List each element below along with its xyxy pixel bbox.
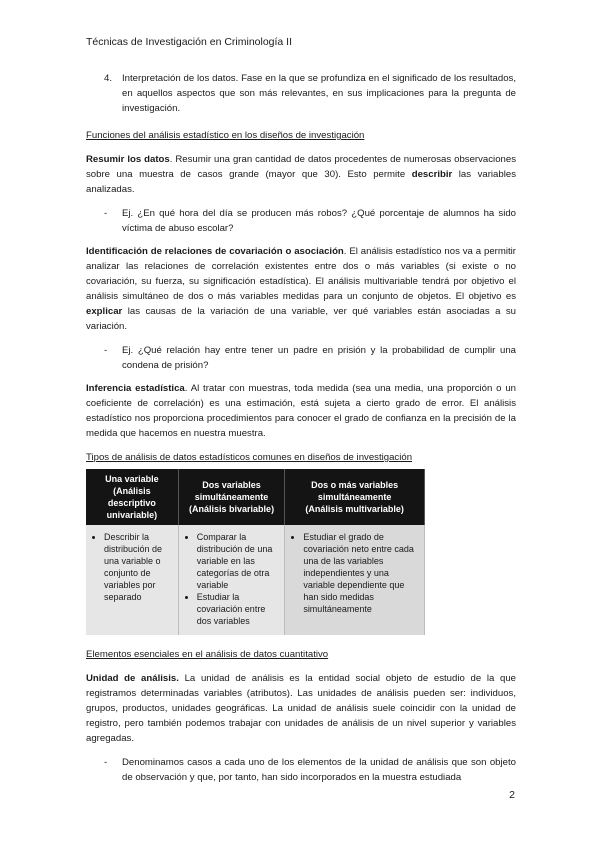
header-line: Una variable bbox=[105, 474, 159, 484]
analysis-types-table bbox=[86, 469, 425, 635]
list-item: • Describir la distribución de una variable o conjunto de variables por separado bbox=[104, 531, 172, 603]
header-line: (Análisis bivariable) bbox=[189, 504, 275, 514]
header-line: Dos o más variables simultáneamente bbox=[311, 480, 399, 502]
list-item: • Comparar la distribución de una variable en las categorías de otra variable bbox=[197, 531, 279, 591]
dash-bullet: - bbox=[104, 757, 108, 768]
item-text: Interpretación de los datos. Fase en la que se profundiza en el significado de los resultados, en aquellos aspectos que son más relevantes, en sus implicaciones para la pregunta de investigación. bbox=[122, 73, 516, 114]
bullet-text: Ej. ¿Qué relación hay entre tener un padre en prisión y la probabilidad de cumplir una condena de prisión? bbox=[122, 345, 516, 371]
bold-term: Inferencia estadística bbox=[86, 383, 185, 394]
bold-term: Resumir los datos bbox=[86, 154, 170, 165]
bullet-text: Denominamos casos a cada uno de los elementos de la unidad de análisis que son objeto de observación y que, por tanto, han sido incorporados en la muestra estudiada bbox=[122, 757, 516, 783]
page-header: Técnicas de Investigación en Criminología II bbox=[86, 36, 293, 48]
paragraph-identificacion bbox=[86, 244, 516, 334]
section-title-tipos: Tipos de análisis de datos estadísticos comunes en diseños de investigación bbox=[86, 452, 413, 463]
bold-term: Identificación de relaciones de covariación o asociación bbox=[86, 246, 344, 257]
bold-term: describir bbox=[411, 169, 453, 180]
paragraph-text: . Al tratar con muestras, toda medida (sea una media, una proporción o un coeficiente de correlación) es una estimación, está sujeta a cierto grado de error. El análisis estadístico nos proporciona procedimientos para conocer el grado de confianza en la precisión de la medida que hacemos en nuestra muestra. bbox=[86, 383, 516, 439]
section-title-elementos: Elementos esenciales en el análisis de datos cuantitativo bbox=[86, 649, 329, 660]
paragraph-text: . Resumir una gran cantidad de datos procedentes de numerosas observaciones sobre una muestra de casos grande (mayor que 30). Esto permite bbox=[86, 154, 516, 180]
paragraph-text: las variables analizadas. bbox=[86, 169, 516, 195]
example-bullet bbox=[104, 343, 516, 373]
numbered-item bbox=[104, 71, 516, 116]
item-number: 4. bbox=[104, 73, 113, 84]
page-number: 2 bbox=[509, 789, 515, 801]
example-bullet bbox=[104, 206, 516, 236]
table-header-cell bbox=[285, 469, 425, 525]
section-title-funciones: Funciones del análisis estadístico en los diseños de investigación bbox=[86, 130, 365, 141]
bullet-text: Ej. ¿En qué hora del día se producen más robos? ¿Qué porcentaje de alumnos ha sido víctima de abuso escolar? bbox=[122, 208, 516, 234]
paragraph-text: . El análisis estadístico nos va a permitir analizar las relaciones de correlación existentes entre dos o más variables (si existe o no covariación, su fuerza, su significación estadística). El análisis multivariable tendrá por objetivo el análisis simultáneo de dos o más variables medidas para un conjunto de objetos. El objetivo es bbox=[86, 246, 516, 302]
header-line: (Análisis multivariable) bbox=[305, 504, 404, 514]
header-line: Dos variables simultáneamente bbox=[194, 480, 269, 502]
page-content bbox=[86, 71, 516, 793]
definition-bullet bbox=[104, 755, 516, 785]
paragraph-resumir bbox=[86, 152, 516, 197]
paragraph-inferencia bbox=[86, 381, 516, 441]
table-cell bbox=[285, 525, 425, 635]
table-cell bbox=[178, 525, 285, 635]
dash-bullet: - bbox=[104, 345, 108, 356]
table-cell bbox=[86, 525, 178, 635]
bold-term: Unidad de análisis. bbox=[86, 673, 179, 684]
table-header-cell bbox=[86, 469, 178, 525]
list-item: • Estudiar la covariación entre dos variables bbox=[197, 591, 279, 627]
list-item: • Estudiar el grado de covariación neto entre cada una de las variables independientes y una variable dependiente que han sido medidas simultáneamente bbox=[303, 531, 418, 615]
header-line: (Análisis descriptivo univariable) bbox=[106, 486, 158, 520]
paragraph-unidad bbox=[86, 671, 516, 746]
dash-bullet: - bbox=[104, 208, 108, 219]
paragraph-text: las causas de la variación de una variable, ver qué variables están asociadas a su variación. bbox=[86, 306, 516, 332]
paragraph-text: La unidad de análisis es la entidad social objeto de estudio de la que registramos determinadas variables (atributos). Las unidades de análisis pueden ser: individuos, grupos, productos, unidades geográficas. La unidad de análisis suele coincidir con la unidad de registro, pero también podemos trabajar con unidades de análisis de un nivel superior y variables agregadas. bbox=[86, 673, 516, 744]
table-header-cell bbox=[178, 469, 285, 525]
bold-term: explicar bbox=[86, 306, 123, 317]
